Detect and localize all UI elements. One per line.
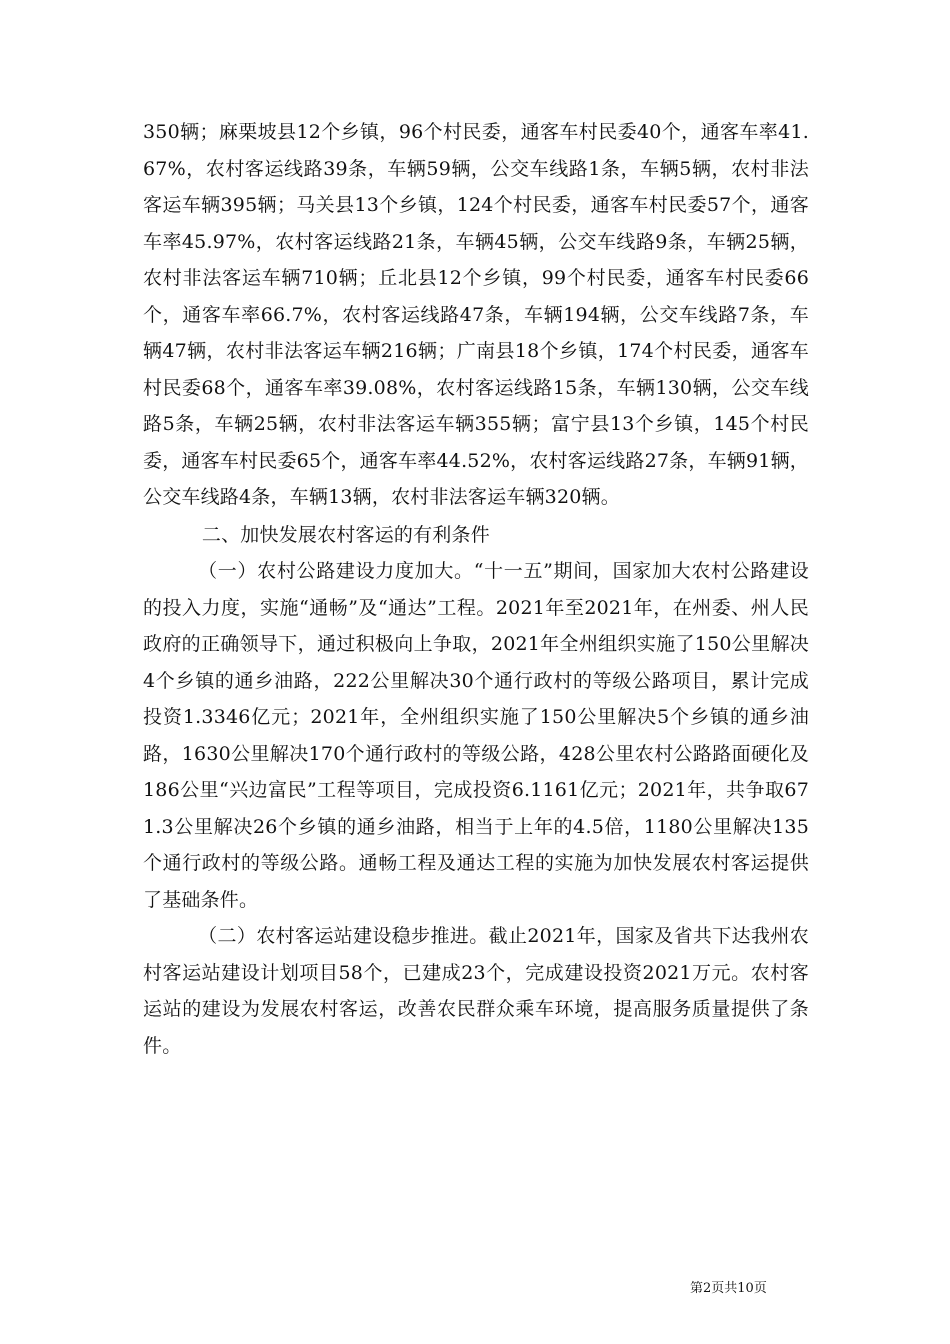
paragraph-passenger-station: （二）农村客运站建设稳步推进。截止2021年，国家及省共下达我州农村客运站建设计划项目58个，已建成23个，完成建设投资2021万元。农村客运站的建设为发展农村客运，改善农民群众乘车环境，提高服务质量提供了条件。: [143, 925, 809, 1057]
section-heading: 二、加快发展农村客运的有利条件: [201, 523, 490, 546]
paragraph-county-statistics: 350辆；麻栗坡县12个乡镇，96个村民委，通客车村民委40个，通客车率41.67%，农村客运线路39条，车辆59辆，公交车线路1条，车辆5辆，农村非法客运车辆395辆；马关县13个乡镇，124个村民委，通客车村民委57个，通客车率45.97%，农村客运线路21条，车辆45辆，公交车线路9条，车辆25辆，农村非法客运车辆710辆；丘北县12个乡镇，99个村民委，通客车村民委66个，通客车率66.7%，农村客运线路47条，车辆194辆，公交车线路7条，车辆47辆，农村非法客运车辆216辆；广南县18个乡镇，174个村民委，通客车村民委68个，通客车率39.08%，农村客运线路15条，车辆130辆，公交车线路5条，车辆25辆，农村非法客运车辆355辆；富宁县13个乡镇，145个村民委，通客车村民委65个，通客车率44.52%，农村客运线路27条，车辆91辆，公交车线路4条，车辆13辆，农村非法客运车辆320辆。: [143, 121, 809, 508]
document-body: [143, 114, 809, 1064]
page-number-footer: 第2页共10页: [690, 1281, 767, 1296]
paragraph-road-construction: （一）农村公路建设力度加大。“十一五”期间，国家加大农村公路建设的投入力度，实施“通畅”及“通达”工程。2021年至2021年，在州委、州人民政府的正确领导下，通过积极向上争取，2021年全州组织实施了150公里解决4个乡镇的通乡油路，222公里解决30个通行政村的等级公路项目，累计完成投资1.3346亿元；2021年，全州组织实施了150公里解决5个乡镇的通乡油路，1630公里解决170个通行政村的等级公路，428公里农村公路路面硬化及186公里“兴边富民”工程等项目，完成投资6.1161亿元；2021年，共争取671.3公里解决26个乡镇的通乡油路，相当于上年的4.5倍，1180公里解决135个通行政村的等级公路。通畅工程及通达工程的实施为加快发展农村客运提供了基础条件。: [143, 560, 809, 911]
